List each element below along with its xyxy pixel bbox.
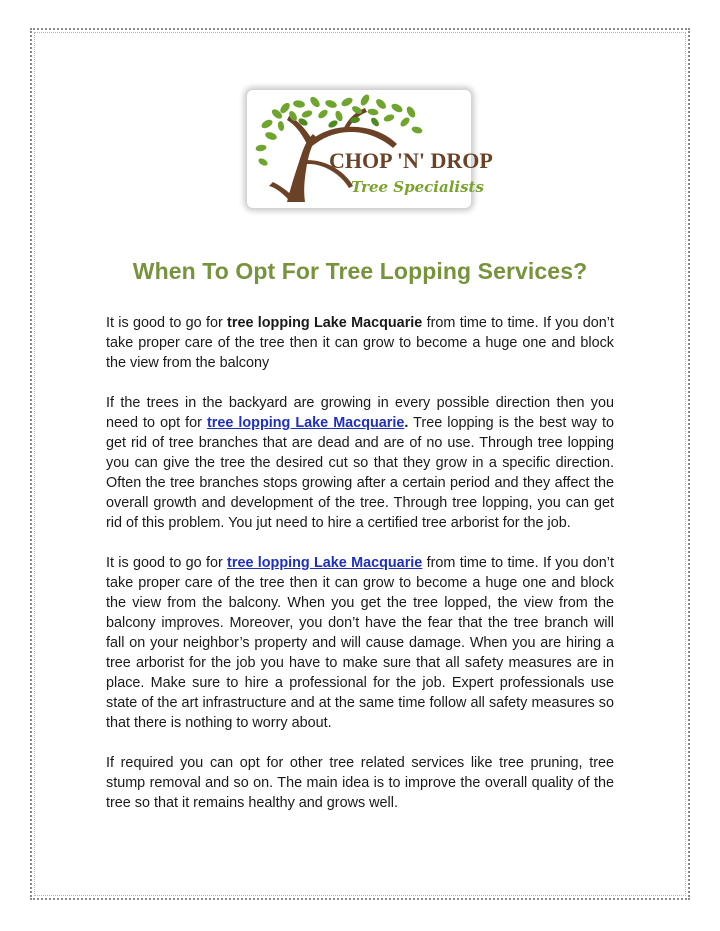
keyword-bold: tree lopping Lake Macquarie [227,315,423,331]
tree-lopping-link[interactable]: tree lopping Lake Macquarie [227,555,423,571]
paragraph-4: If required you can opt for other tree related services like tree pruning, tree stump removal and so on. The main idea is to improve the overall quality of the tree so that it remains healthy and grows well. [106,755,614,811]
company-logo [247,90,493,208]
paragraph-2: If the trees in the backyard are growing in every possible direction then you need to opt for tree lopping Lake Macquarie. Tree lopping is the best way to get rid of tree branches that are dead and are of no use. Through tree lopping you can give the tree the desired cut so that they grow in a specific direction. Often the tree branches stops growing after a certain period and they affect the overall growth and development of the tree. Through tree lopping, you can get rid of this problem. You jut need to hire a certified tree arborist for the job. [106,395,615,531]
tree-lopping-link[interactable]: tree lopping Lake Macquarie [206,415,405,431]
page-title: When To Opt For Tree Lopping Services? [132,258,588,284]
paragraph-3: It is good to go for tree lopping Lake Macquarie from time to time. If you don’t take proper care of the tree then it can grow to become a huge one and block the view from the balcony. When you get the tree lopped, the view from the balcony improves. Moreover, you don’t have the fear that the tree branch will fall on your neighbor’s property and will cause damage. When you are hiring a tree arborist for the job you have to make sure that all safety measures are in place. Make sure to hire a professional for the job. Expert professionals use state of the art infrastructure and at the same time follow all safety measures so that there is nothing to worry about. [106,555,614,731]
paragraph-1: It is good to go for tree lopping Lake Macquarie from time to time. If you don’t take proper care of the tree then it can grow to become a huge one and block the view from the balcony [106,315,614,371]
brand-tagline: Tree Specialists [351,178,484,196]
brand-name: CHOP 'N' DROP [329,148,493,173]
article-body [106,313,614,833]
tree-logo-icon [247,90,493,208]
